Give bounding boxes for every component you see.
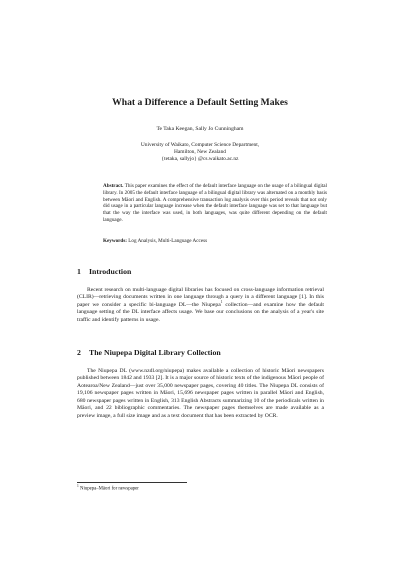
keywords-text: Log Analysis, Multi-Language Access — [128, 238, 208, 244]
introduction-text-cont: collection—and examine how the default language setting of the DL interface affects usage. We base our conclusions on the analysis of a year's site traffic and identify patterns in usage. — [77, 301, 324, 323]
footnote-number: 1 — [77, 484, 79, 488]
introduction-text: Recent research on multi-language digital libraries has focused on cross-language information retrieval (CLIR)—retrieving documents written in one language through a query in a different language [1]. In this paper we consider a specific bi-language DL—the Niupepa — [77, 287, 324, 308]
affiliation-line: Hamilton, New Zealand — [174, 148, 226, 155]
section-title: The Niupepa Digital Library Collection — [89, 348, 221, 357]
keywords-label: Keywords: — [103, 238, 127, 244]
abstract — [103, 183, 327, 224]
paper-authors: Te Taka Keegan, Sally Jo Cunningham — [156, 126, 244, 132]
affiliation-email-line: {tetaka, sallyjo} @cs.waikato.ac.nz — [161, 155, 239, 162]
footnote-marker: 1 — [220, 300, 223, 305]
abstract-label: Abstract. — [103, 183, 124, 189]
abstract-text: This paper examines the effect of the default interface language on the usage of a bilingual digital library. In 2005 the default interface language of a bilingual digital library was alternated on a monthly basis between Māori and English. A comprehensive transaction log analysis over this period reveals that not only did usage in a particular language increase when the default interface language was set to that language but that the way the interface was used, in both languages, was quite different depending on the default language. — [103, 183, 327, 223]
affiliation-line: University of Waikato, Computer Science Department, — [140, 142, 260, 148]
section-number: 1 — [77, 267, 81, 276]
section-heading-introduction — [77, 267, 131, 277]
footnote-text: Niupepa–Māori for newspaper — [80, 486, 139, 492]
niupepa-paragraph: The Niupepa DL (www.nzdl.org/niupepa) makes available a collection of historic Māori newspapers published between 1842 and 1933 [2]. It is a major source of historic texts of the indigenous Māori people of Aotearoa/New Zealand—just over 35,000 newspaper pages, covering 40 titles. The Niupepa DL consists of 19,106 newspaper pages written in Māori, 15,696 newspaper pages written in parallel Māori and English, 680 newspaper pages written in English, 313 English Abstracts summarizing 10 of the periodicals written in Māori, and 22 bibliographic commentaries. The newspaper pages themselves are made available as a preview image, a full size image and as a text document that has been extracted by OCR. — [77, 368, 324, 419]
keywords — [103, 238, 327, 245]
introduction-paragraph — [77, 287, 324, 324]
section-heading-niupepa — [77, 348, 221, 358]
paper-title: What a Difference a Default Setting Makes — [112, 97, 288, 108]
author-affiliation — [0, 142, 400, 162]
section-title: Introduction — [89, 267, 132, 276]
section-number: 2 — [77, 348, 81, 357]
footnote-divider — [77, 482, 187, 483]
footnote — [77, 486, 139, 493]
